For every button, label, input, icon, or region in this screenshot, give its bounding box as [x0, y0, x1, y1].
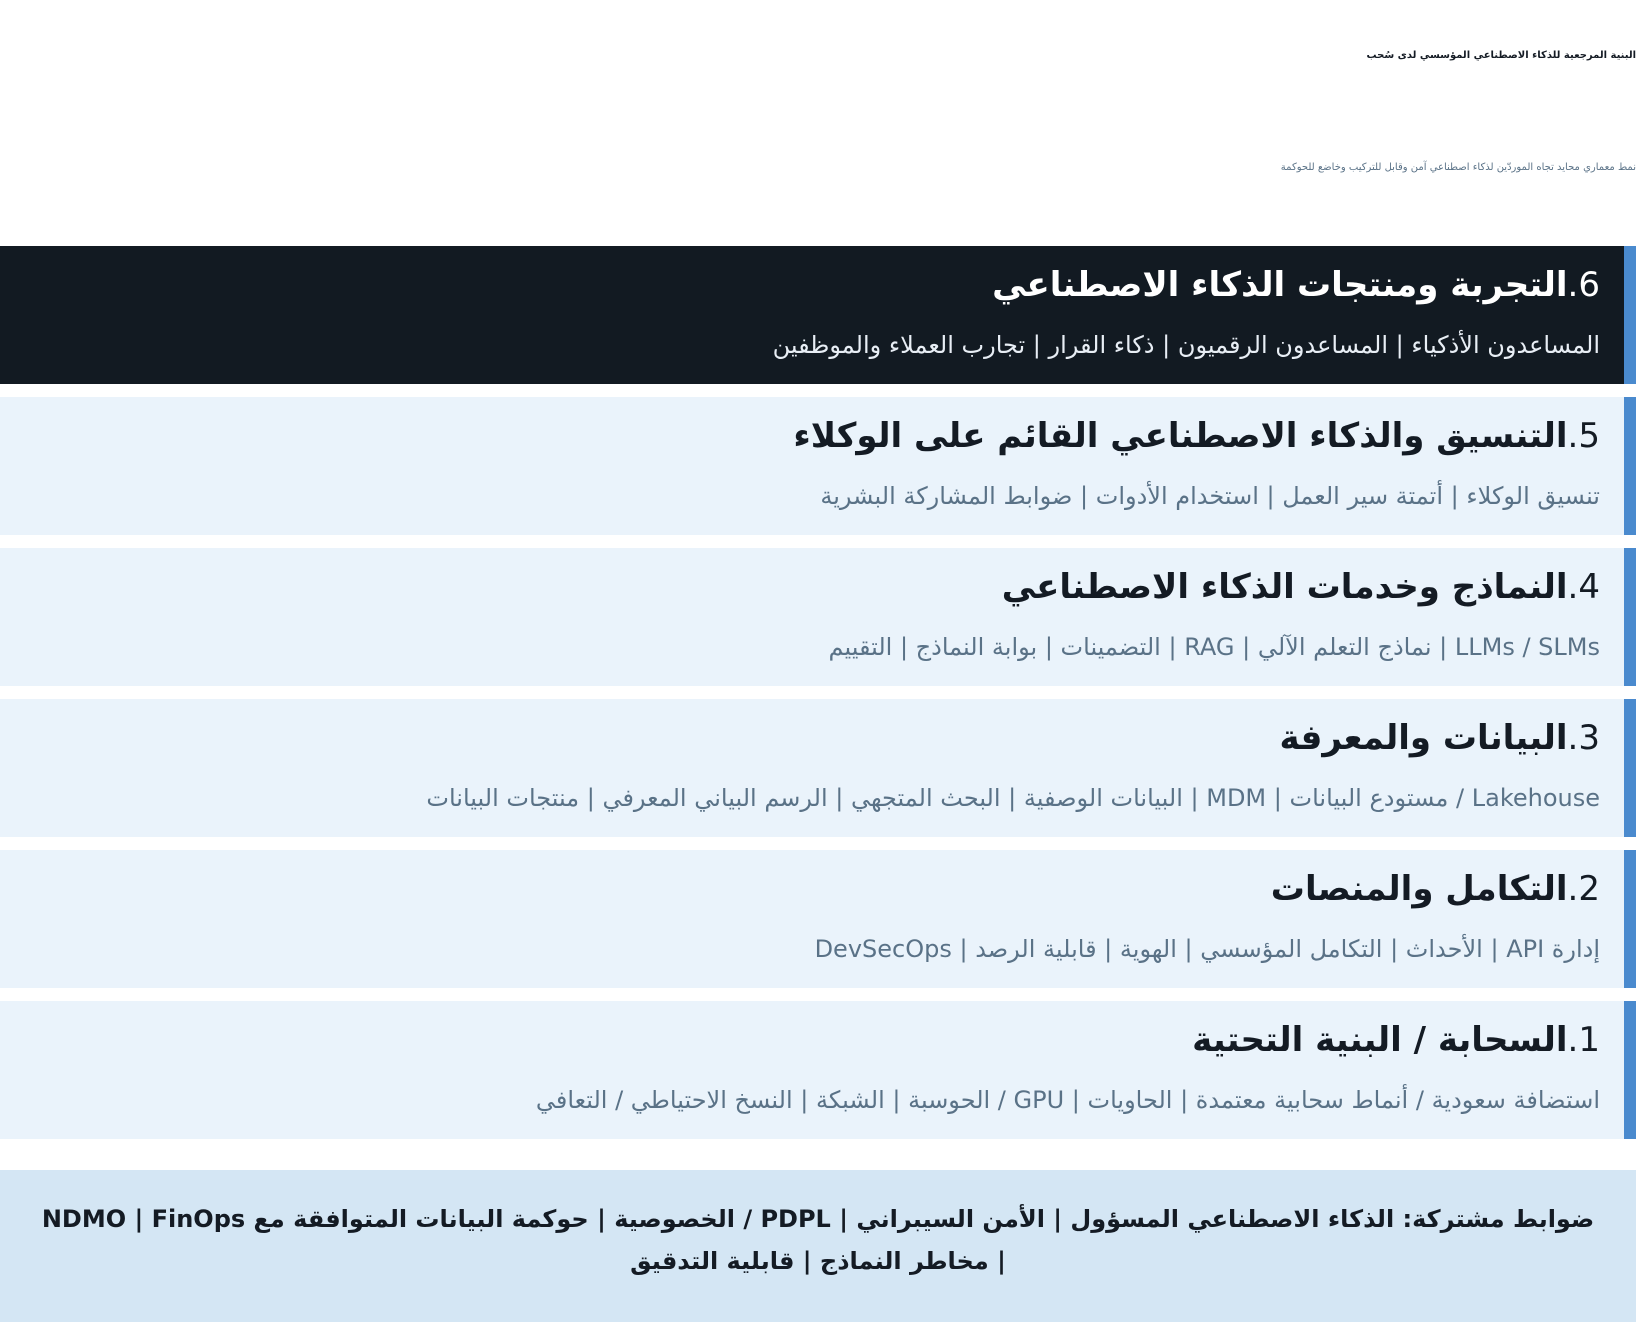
layer-4-models: [0, 548, 1636, 686]
layer-4-items: LLMs / SLMs | نماذج التعلم الآلي | RAG | التضمينات | بوابة النماذج | التقييم: [828, 633, 1600, 661]
layer-5-title: [793, 411, 1600, 461]
shared-controls-band: [0, 1170, 1636, 1322]
layer-3-title: [1279, 713, 1600, 763]
architecture-layers: [0, 246, 1636, 1152]
layer-5-orchestration: [0, 397, 1636, 535]
layer-2-number: 2.: [1567, 869, 1600, 909]
layer-1-name: السحابة / البنية التحتية: [1192, 1020, 1568, 1060]
layer-6-name: التجربة ومنتجات الذكاء الاصطناعي: [992, 265, 1568, 305]
layer-1-number: 1.: [1567, 1020, 1600, 1060]
layer-5-name: التنسيق والذكاء الاصطناعي القائم على الوكلاء: [793, 416, 1568, 456]
layer-6-title: [992, 260, 1600, 310]
page-subtitle: نمط معماري محايد تجاه الموردّين لذكاء اصطناعي آمن وقابل للتركيب وخاضع للحوكمة: [1280, 162, 1636, 173]
layer-4-number: 4.: [1567, 567, 1600, 607]
layer-1-items: استضافة سعودية / أنماط سحابية معتمدة | الحاويات | GPU / الحوسبة | الشبكة | النسخ الاحتياطي / التعافي: [535, 1086, 1600, 1114]
layer-3-number: 3.: [1567, 718, 1600, 758]
layer-2-integration: [0, 850, 1636, 988]
layer-6-experience: [0, 246, 1636, 384]
layer-6-number: 6.: [1567, 265, 1600, 305]
layer-1-cloud: [0, 1001, 1636, 1139]
layer-5-items: تنسيق الوكلاء | أتمتة سير العمل | استخدام الأدوات | ضوابط المشاركة البشرية: [820, 482, 1600, 510]
layer-2-title: [1271, 864, 1600, 914]
layer-3-data: [0, 699, 1636, 837]
layer-4-title: [1002, 562, 1600, 612]
shared-controls-text: ضوابط مشتركة: الذكاء الاصطناعي المسؤول | الأمن السيبراني | PDPL / الخصوصية | حوكمة البيانات المتوافقة مع NDMO | FinOps | مخاطر النماذج | قابلية التدقيق: [41, 1205, 1595, 1275]
layer-2-name: التكامل والمنصات: [1270, 869, 1568, 909]
layer-3-items: Lakehouse / مستودع البيانات | MDM | البيانات الوصفية | البحث المتجهي | الرسم البياني المعرفي | منتجات البيانات: [426, 784, 1600, 812]
layer-4-name: النماذج وخدمات الذكاء الاصطناعي: [1001, 567, 1568, 607]
page-title: البنية المرجعية للذكاء الاصطناعي المؤسسي لدى سُحب: [1366, 50, 1636, 61]
layer-5-number: 5.: [1567, 416, 1600, 456]
layer-3-name: البيانات والمعرفة: [1279, 718, 1568, 758]
layer-6-items: المساعدون الأذكياء | المساعدون الرقميون | ذكاء القرار | تجارب العملاء والموظفين: [772, 331, 1600, 359]
layer-1-title: [1192, 1015, 1600, 1065]
layer-2-items: إدارة API | الأحداث | التكامل المؤسسي | الهوية | قابلية الرصد | DevSecOps: [814, 935, 1600, 963]
